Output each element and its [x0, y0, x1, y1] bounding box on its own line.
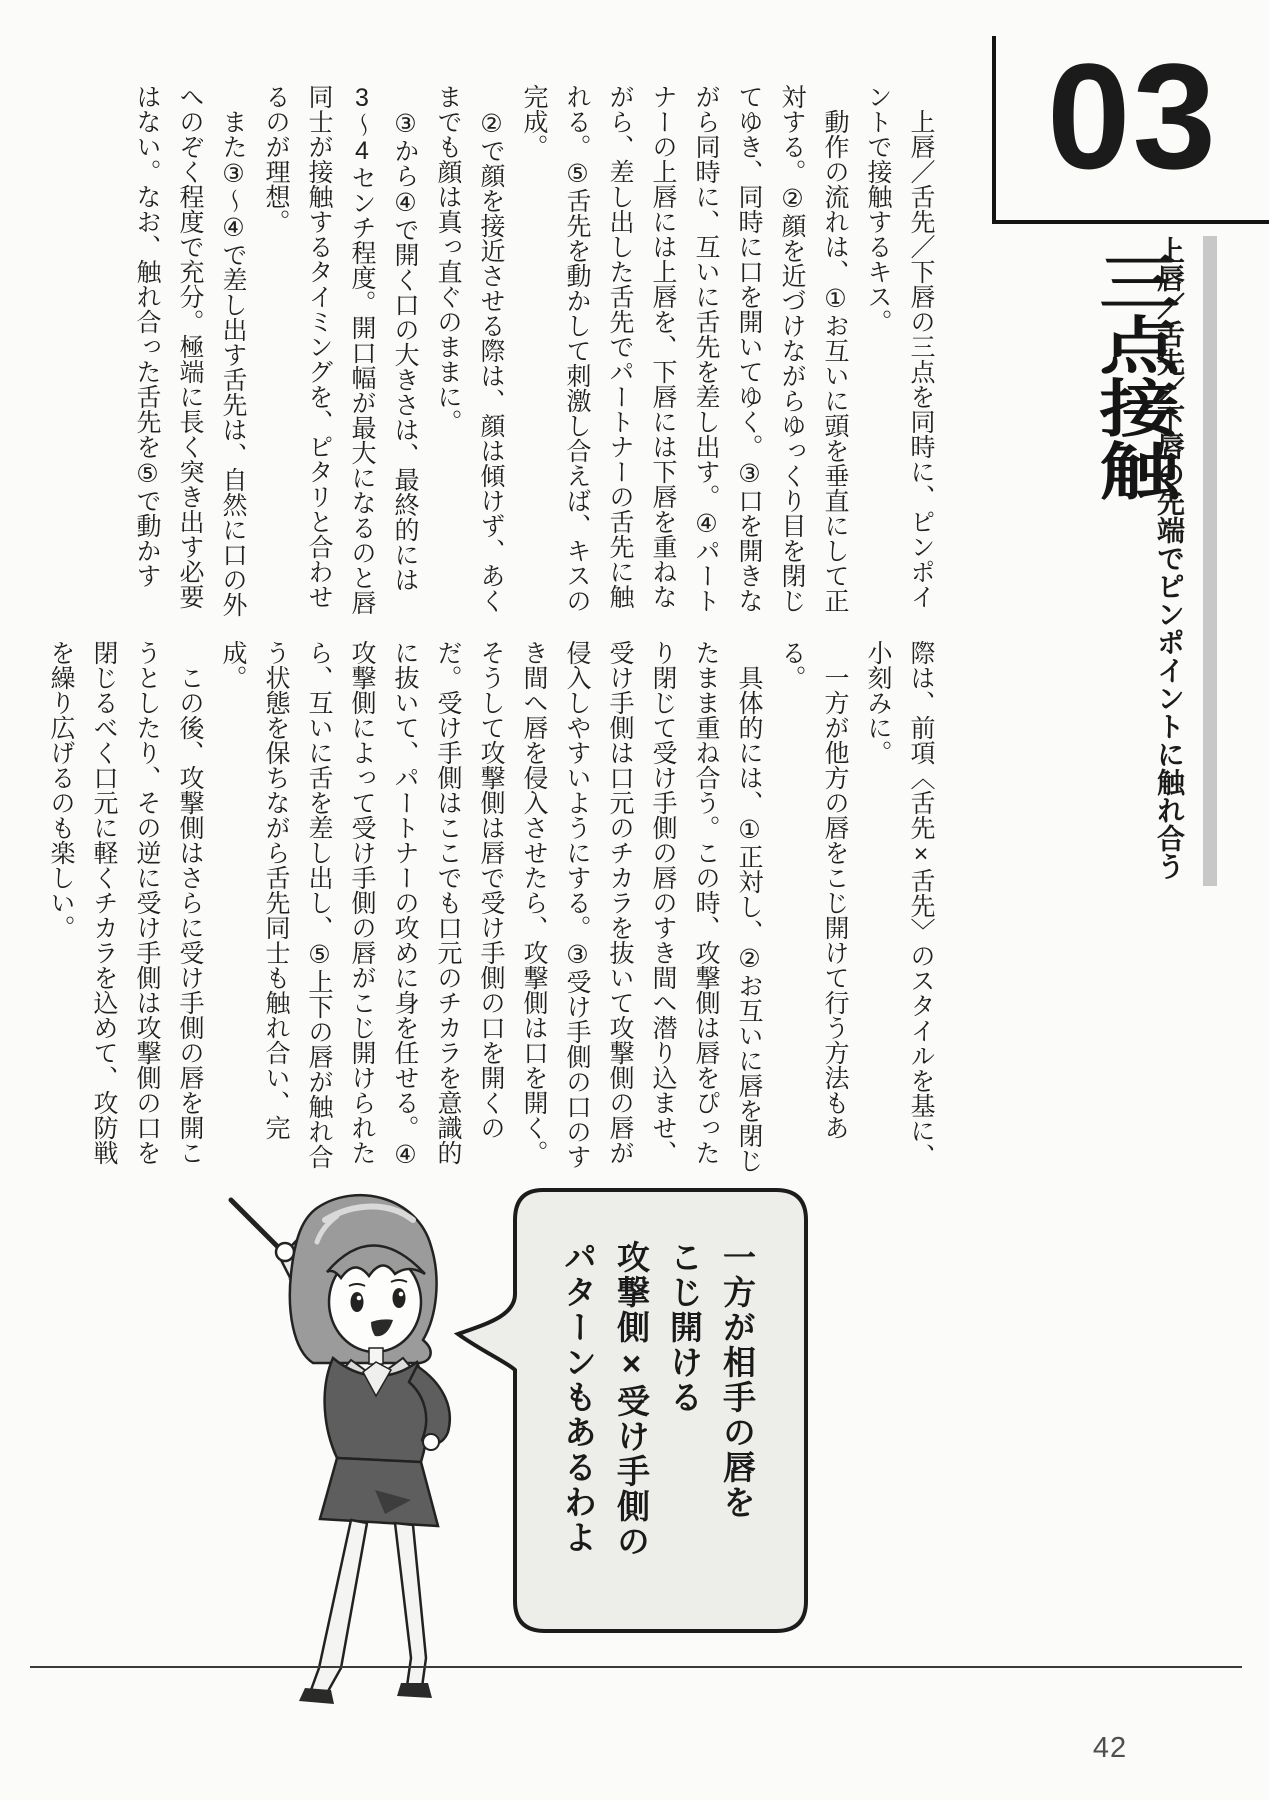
body-paragraph: 具体的には、①正対し、②お互いに唇を閉じたまま重ね合う。この時、攻撃側は唇をぴったり閉じて受け手側の唇のすき間へ潜り込ませ、受け手側は口元のチカラを抜いて攻撃側の唇が侵入しやすいようにする。③受け手側の口のすき間へ唇を侵入させたら、攻撃側は口を開く。そうして攻撃側は唇で受け手側の口を開くのだ。受け手側はここでも口元のチカラを意識的に抜いて、パートナーの攻めに身を任せる。④攻撃側によって受け手側の唇がこじ開けられたら、互いに舌を差し出し、⑤上下の唇が触れ合う状態を保ちながら舌先同士も触れ合い、完成。 [219, 640, 763, 1173]
body-paragraph: 上唇／舌先／下唇の三点を同時に、ピンポイントで接触するキス。 [864, 84, 935, 609]
right-eye [393, 1288, 406, 1308]
body-paragraph: 動作の流れは、①お互いに頭を垂直にして正対する。②顔を近づけながらゆっくり目を閉じてゆき、同時に口を開いてゆく。③口を開きながら同時に、互いに舌先を差し出す。④パートナーの上唇には上唇を、下唇には下唇を重ねながら、差し出した舌先でパートナーの舌先に触れる。⑤舌先を動かして刺激し合えば、キスの完成。 [520, 84, 849, 613]
hand [276, 1243, 294, 1261]
left-eye [351, 1292, 364, 1312]
body-paragraph: 一方が他方の唇をこじ開けて行う方法もある。 [778, 640, 849, 1140]
right-shoe [397, 1683, 432, 1698]
footer-rule [30, 1666, 1242, 1668]
bubble-line: 一方が相手の唇を [719, 1240, 756, 1520]
speech-bubble-text [540, 1240, 764, 1620]
body-paragraph: ②で顔を接近させる際は、顔は傾けず、あくまでも顔は真っ直ぐのままに。 [434, 84, 505, 613]
body-paragraph: ③から④で開く口の大きさは、最終的には3〜4センチ程度。開口幅が最大になるのと唇同士が接触するタイミングを、ピタリと合わせるのが理想。 [262, 84, 419, 615]
body-paragraph: 際は、前項〈舌先×舌先〉のスタイルを基に、小刻みに。 [864, 640, 935, 1168]
bubble-line: パターンもあるわよ [560, 1240, 597, 1555]
hip-hand [423, 1434, 439, 1450]
chapter-number: 03 [1047, 32, 1218, 200]
section-subtitle: 上唇／舌先／下唇の先端でピンポイントに触れ合う [1154, 236, 1185, 880]
body-paragraph: また③〜④で差し出す舌先は、自然に口の外へのぞく程度で充分。極端に長く突き出す必要はない。なお、触れ合った舌先を⑤で動かす [133, 84, 247, 617]
bubble-line: 攻撃側×受け手側の [613, 1240, 650, 1559]
bubble-line: こじ開ける [666, 1240, 703, 1415]
body-text-lower-band [47, 640, 942, 1180]
right-leg [395, 1523, 426, 1687]
pointer-stick [231, 1200, 283, 1252]
subtitle-accent-bar [1203, 236, 1217, 886]
section-title: 三点接触 [1086, 250, 1177, 502]
left-shoe [299, 1688, 334, 1704]
body-paragraph: この後、攻撃側はさらに受け手側の唇を開こうとしたり、その逆に受け手側は攻撃側の口を閉じるべく口元に軽くチカラを込めて、攻防戦を繰り広げるのも楽しい。 [47, 640, 204, 1165]
page-number: 42 [1092, 1732, 1128, 1764]
chapter-number-box [992, 32, 1269, 224]
body-text-upper-band [120, 84, 942, 624]
